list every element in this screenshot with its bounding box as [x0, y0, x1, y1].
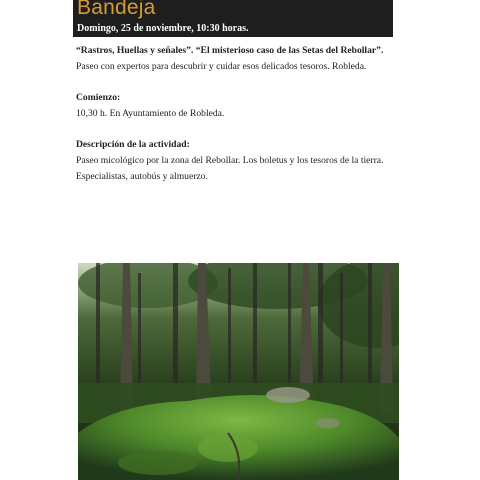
- document-body: [76, 43, 396, 185]
- start-heading: Comienzo:: [76, 92, 121, 103]
- description-text: Paseo micológico por la zona del Rebollar. Los boletus y los tesoros de la tierra. Especialistas, autobús y almuerzo.: [76, 155, 384, 182]
- event-date: Domingo, 25 de noviembre, 10:30 horas.: [77, 23, 249, 34]
- event-title: “Rastros, Huellas y señales”. “El misterioso caso de las Setas del Rebollar”.: [76, 45, 384, 56]
- header-banner: [73, 0, 393, 37]
- page-title: Bandeja: [77, 0, 156, 19]
- start-text: 10,30 h. En Ayuntamiento de Robleda.: [76, 108, 225, 119]
- description-heading: Descripción de la actividad:: [76, 139, 190, 150]
- event-intro: Paseo con expertos para descubrir y cuidar esos delicados tesoros. Robleda.: [76, 61, 367, 72]
- forest-illustration: [78, 263, 399, 480]
- forest-photo: [78, 263, 399, 480]
